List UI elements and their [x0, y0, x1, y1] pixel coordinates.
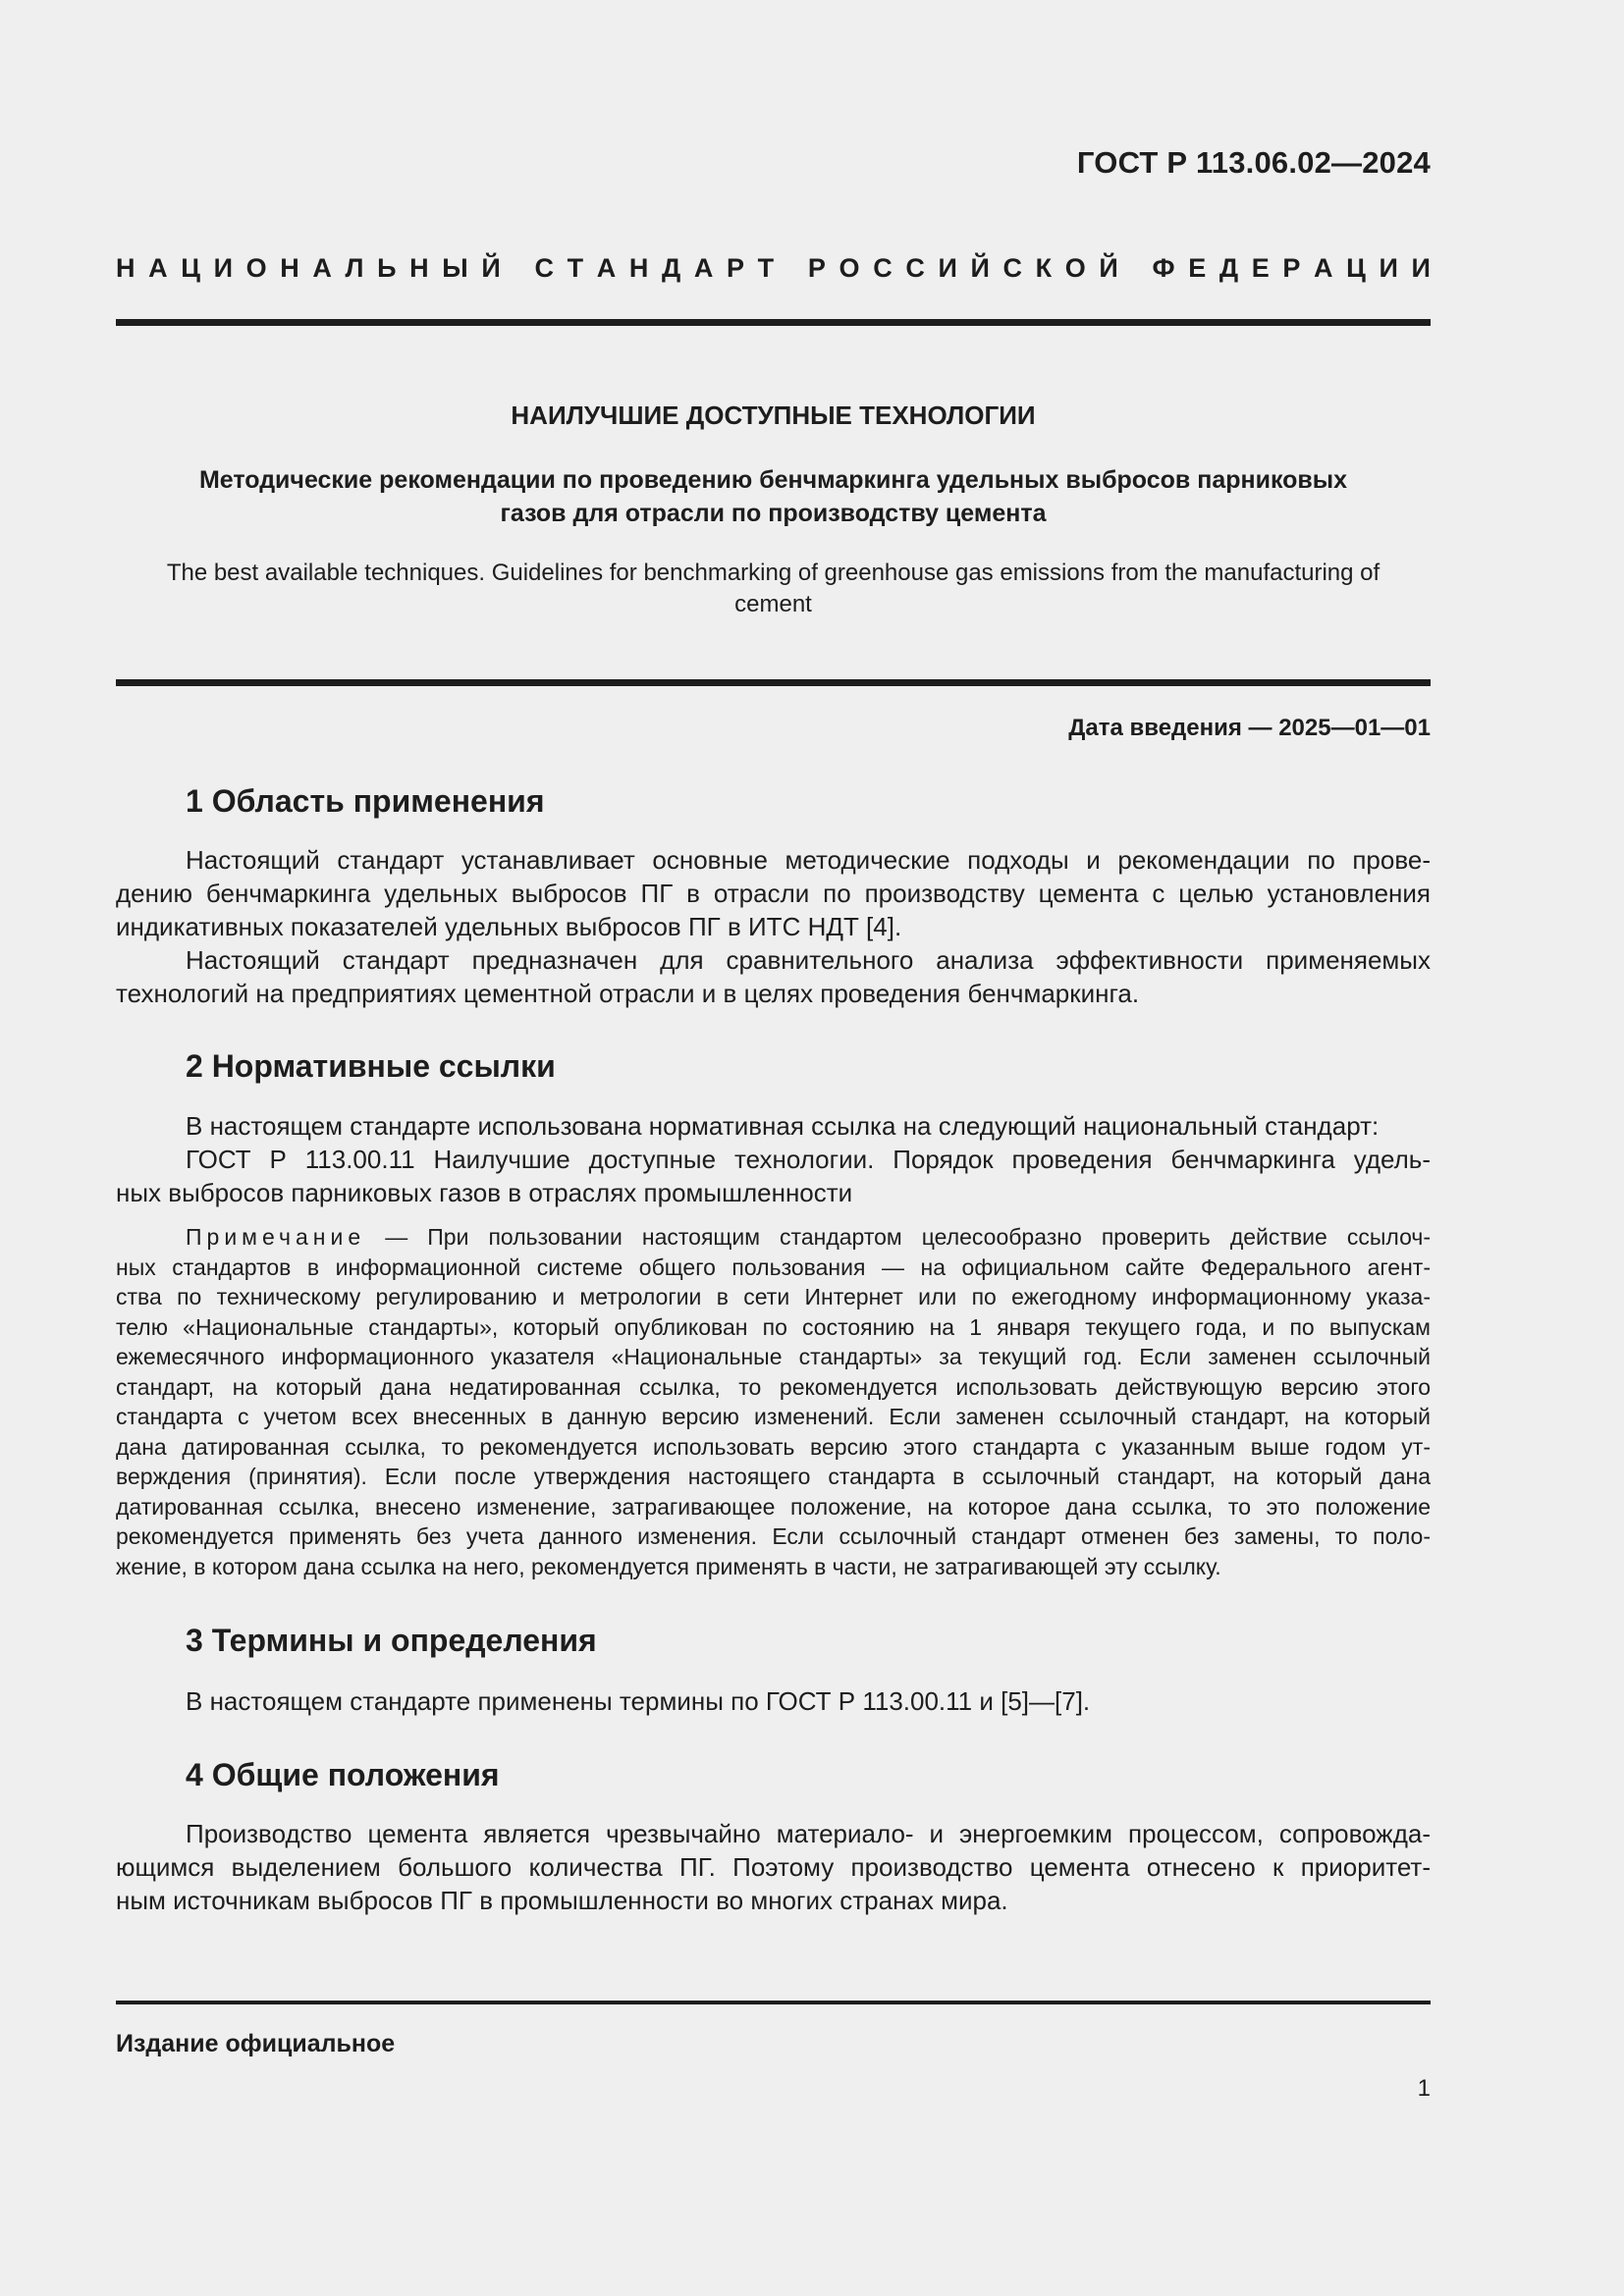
paragraph-line: индикативных показателей удельных выбросов ПГ в ИТС НДТ [4].	[116, 912, 902, 941]
footer-rule	[116, 2001, 1431, 2004]
paragraph-line: технологий на предприятиях цементной отрасли и в целях проведения бенчмаркинга.	[116, 979, 1140, 1008]
paragraph-line: Производство цемента является чрезвычайно материало- и энергоемким процессом, сопровожда-	[186, 1819, 1431, 1848]
paragraph-line: Настоящий стандарт предназначен для сравнительного анализа эффективности применяемых	[186, 945, 1431, 975]
banner-letter: О	[1064, 253, 1086, 283]
banner-letter: Й	[970, 253, 990, 283]
section-heading: 4 Общие положения	[186, 1757, 500, 1792]
paragraph-line: ГОСТ Р 113.00.11 Наилучшие доступные технологии. Порядок проведения бенчмаркинга удель-	[186, 1145, 1431, 1174]
banner-letter: С	[534, 253, 554, 283]
official-edition-label: Издание официальное	[116, 2030, 396, 2057]
section-heading: 3 Термины и определения	[186, 1623, 597, 1658]
note-line: верждения (принятия). Если после утверждения настоящего стандарта в ссылочный стандарт, на который дана	[116, 1464, 1431, 1489]
banner-letter: Р	[727, 253, 745, 283]
note-line: датированная ссылка, внесено изменение, затрагивающее положение, на которое дана ссылка, то это положение	[116, 1493, 1431, 1520]
note-line	[116, 1222, 1431, 1253]
paragraph-line: ных выбросов парниковых газов в отраслях промышленности	[116, 1178, 853, 1207]
subtitle-line: газов для отрасли по производству цемента	[500, 500, 1047, 527]
banner-letter: Р	[807, 253, 826, 283]
paragraph-line: В настоящем стандарте использована нормативная ссылка на следующий национальный стандарт:	[186, 1111, 1380, 1141]
banner-letter: Ц	[1346, 253, 1366, 283]
banner-letter: С	[1002, 253, 1022, 283]
banner-letter	[787, 253, 795, 284]
note-label: Примечание	[186, 1224, 366, 1250]
section-heading: 2 Нормативные ссылки	[186, 1048, 556, 1084]
paragraph	[116, 943, 1431, 1010]
paragraph-line: ным источникам выбросов ПГ в промышленности во многих странах мира.	[116, 1886, 1008, 1915]
banner-letter: О	[245, 253, 267, 283]
national-standard-banner	[116, 253, 1431, 284]
banner-letter: Н	[628, 253, 649, 283]
banner-letter	[1131, 253, 1139, 284]
paragraph-line: В настоящем стандарте применены термины по ГОСТ Р 113.00.11 и [5]—[7].	[186, 1686, 1091, 1716]
note-line: рекомендуется применять без учета данного изменения. Если ссылочный стандарт отменен без замены, то поло-	[116, 1523, 1431, 1549]
banner-letter: И	[213, 253, 234, 283]
banner-letter: И	[1379, 253, 1398, 283]
note-line: жение, в котором дана ссылка на него, рекомендуется применять в части, не затрагивающей эту ссылку.	[116, 1553, 1221, 1579]
banner-letter: А	[312, 253, 332, 283]
banner-letter: Н	[409, 253, 429, 283]
banner-letter: Д	[1218, 253, 1239, 283]
banner-letter: Ц	[181, 253, 200, 283]
paragraph-line: Настоящий стандарт устанавливает основные методические подходы и рекомендации по прове-	[186, 845, 1431, 875]
banner-letter: Р	[1282, 253, 1301, 283]
note-line: ежемесячного информационного указателя «Национальные стандарты» за текущий год. Если заменен ссылочный	[116, 1344, 1431, 1369]
note-line: дана датированная ссылка, то рекомендуется использовать версию этого стандарта с указанным выше годом ут-	[116, 1433, 1431, 1460]
note-line: стандарта с учетом всех внесенных в данную версию изменений. Если заменен ссылочный стандарт, на который	[116, 1404, 1431, 1429]
banner-letter: Н	[116, 253, 135, 283]
banner-letter: Л	[345, 253, 364, 283]
banner-letter: К	[1035, 253, 1053, 283]
paragraph-line: ющимся выделением большого количества ПГ. Поэтому производство цемента отнесено к приоритет-	[116, 1852, 1431, 1882]
subtitle-line: Методические рекомендации по проведению бенчмаркинга удельных выбросов парниковых	[198, 466, 1348, 494]
note	[116, 1222, 1431, 1581]
banner-letter: Т	[757, 253, 775, 283]
introduction-date: Дата введения — 2025—01—01	[1068, 715, 1431, 741]
banner-letter: Д	[662, 253, 681, 283]
subtitle	[116, 463, 1431, 530]
english-title	[116, 558, 1431, 620]
paragraph	[116, 1817, 1431, 1917]
banner-letter: Ф	[1152, 253, 1175, 283]
note-line: стандарт, на который дана недатированная ссылка, то рекомендуется использовать действующую версию этого	[116, 1373, 1431, 1400]
banner-letter	[514, 253, 521, 284]
banner-letter: Н	[280, 253, 299, 283]
banner-letter: Ь	[377, 253, 397, 283]
paragraph-line: дению бенчмаркинга удельных выбросов ПГ в отрасли по производству цемента с целью установления	[116, 879, 1431, 908]
banner-letter: Е	[1251, 253, 1270, 283]
banner-letter: О	[839, 253, 860, 283]
page-number: 1	[1417, 2075, 1431, 2102]
paragraph	[116, 843, 1431, 943]
note-line: ных стандартов в информационной системе общего пользования — на официальном сайте Федерального агент-	[116, 1254, 1431, 1280]
paragraph	[116, 1684, 1431, 1718]
main-title: НАИЛУЧШИЕ ДОСТУПНЫЕ ТЕХНОЛОГИИ	[511, 400, 1036, 430]
banner-letter: С	[905, 253, 925, 283]
paragraph	[116, 1109, 1431, 1143]
banner-letter: А	[693, 253, 714, 283]
banner-letter: А	[148, 253, 168, 283]
top-rule	[116, 319, 1431, 326]
document-number: ГОСТ Р 113.06.02—2024	[1076, 145, 1431, 180]
note-text: — При пользовании настоящим стандартом целесообразно проверить действие ссылоч-	[365, 1224, 1431, 1250]
banner-letter: А	[1314, 253, 1333, 283]
banner-letter: С	[873, 253, 893, 283]
banner-letter: Е	[1188, 253, 1207, 283]
title-bottom-rule	[116, 679, 1431, 686]
banner-letter: Ы	[442, 253, 468, 283]
english-title-line: The best available techniques. Guidelines for benchmarking of greenhouse gas emissions from the manufacturing of	[166, 560, 1380, 586]
note-line: телю «Национальные стандарты», который опубликован по состоянию на 1 января текущего года, и по выпускам	[116, 1313, 1431, 1340]
note-line: ства по техническому регулированию и метрологии в сети Интернет или по ежегодному информационному указа-	[116, 1284, 1431, 1309]
banner-letter: Т	[567, 253, 584, 283]
banner-letter: Й	[481, 253, 501, 283]
english-title-line: cement	[734, 591, 812, 617]
banner-letter: И	[938, 253, 957, 283]
banner-letter: Й	[1099, 253, 1118, 283]
paragraph	[116, 1143, 1431, 1209]
banner-letter: И	[1411, 253, 1431, 283]
banner-letter: А	[596, 253, 617, 283]
section-heading: 1 Область применения	[186, 783, 545, 819]
